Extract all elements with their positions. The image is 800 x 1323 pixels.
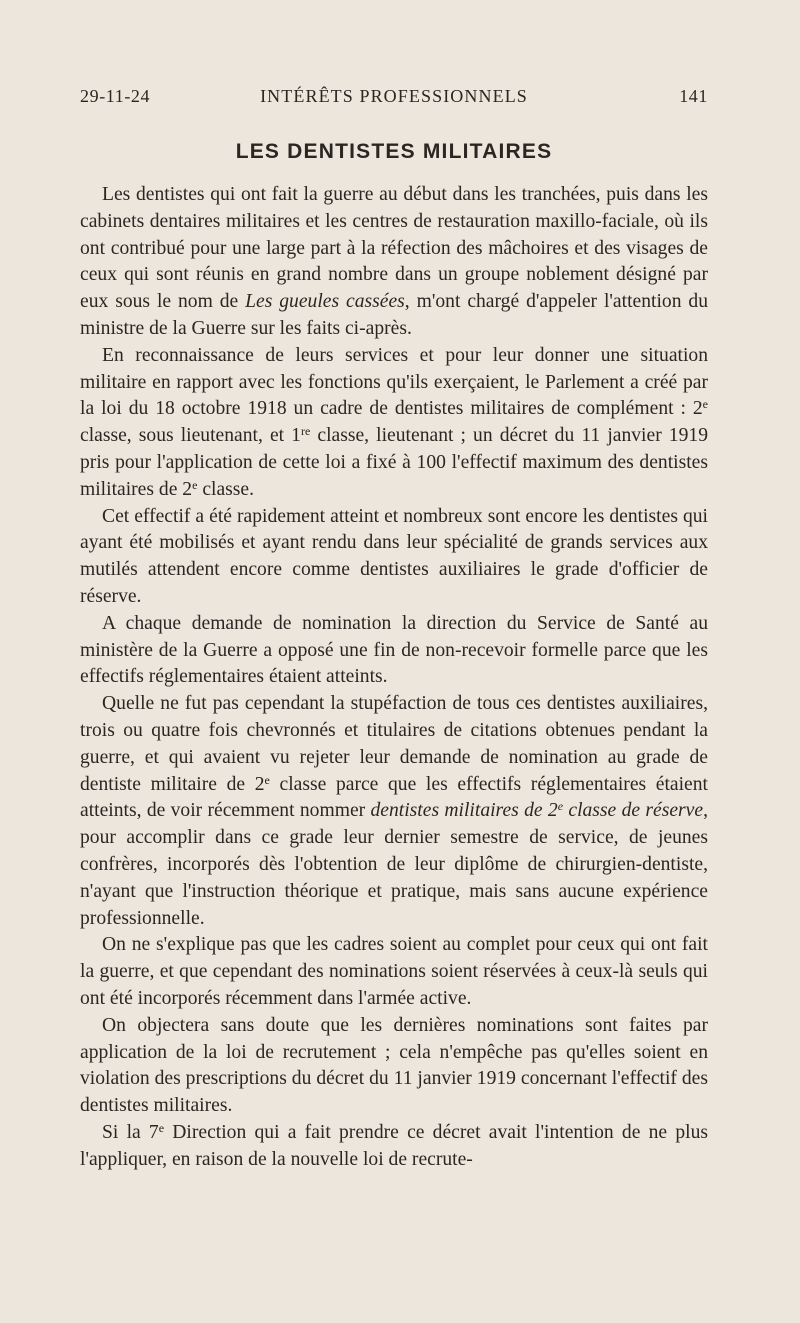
header-section-title: INTÉRÊTS PROFESSIONNELS — [260, 86, 528, 106]
paragraph-5-italic-a: dentistes militaires de 2 — [370, 800, 558, 822]
paragraph-8 — [80, 1120, 708, 1174]
paragraph-3 — [80, 504, 708, 611]
page-number: 141 — [679, 86, 708, 106]
article-body — [80, 182, 708, 1173]
header-date: 29-11-24 — [80, 86, 151, 106]
paragraph-2-text: En reconnaissance de leurs services et pour leur donner une situation militaire en rapport avec les fonctions qu'ils exerçaient, le Parlement a créé par la loi du 18 octobre 1918 un cadre de dentistes militaires de complément : 2 — [80, 344, 708, 420]
running-head — [80, 86, 708, 116]
paragraph-5-text: Quelle ne fut pas cependant la stupéfaction de tous ces dentistes auxiliaires, trois ou quatre fois chevronnés et titulaires de citations obtenues pendant la guerre, et qui avaient vu rejeter leur demande de nomination au grade de dentiste militaire de 2 — [80, 693, 708, 795]
paragraph-1-italic: Les gueules cassées — [245, 291, 405, 313]
paragraph-3-text: Cet effectif a été rapidement atteint et nombreux sont encore les dentistes qui ayant été mobilisés et ayant rendu dans leur spécialité de grands services aux mutilés attendent encore comme dentistes auxiliaires le grade d'officier de réserve. — [80, 505, 708, 607]
paragraph-2-text-after: classe, lieutenant ; un décret du 11 janvier 1919 pris pour l'application de cette loi a fixé à 100 l'effectif maximum des dentistes militaires de 2 — [80, 425, 708, 500]
paragraph-1-text: Les dentistes qui ont fait la guerre au début dans les tranchées, puis dans les cabinets dentaires militaires et les centres de restauration maxillo-faciale, où ils ont contribué pour une large part à la réfection des mâchoires et des visages de ceux qui sont réunis en grand nombre dans un groupe noblement désigné par eux sous le nom de — [80, 184, 708, 313]
paragraph-5-text-mid: classe parce que les effectifs réglementaires étaient atteints, de voir récemment nommer — [80, 773, 708, 822]
paragraph-8-text: Si la 7 — [102, 1121, 159, 1143]
paragraph-1 — [80, 182, 708, 343]
paragraph-2-text-mid: classe, sous lieutenant, et 1 — [80, 425, 301, 447]
paragraph-2 — [80, 343, 708, 504]
paragraph-5-sup-2: e — [557, 799, 564, 814]
paragraph-5-italic — [371, 800, 704, 821]
paragraph-7-text: On objectera sans doute que les dernières nominations sont faites par application de la loi de recrutement ; cela n'empêche pas qu'elles soient en violation des prescriptions du décret du 11 janvier 1919 concernant l'effectif des dentistes militaires. — [80, 1014, 708, 1117]
paragraph-5 — [80, 691, 708, 932]
paragraph-2-sup-3: e — [192, 477, 198, 492]
paragraph-6 — [80, 932, 708, 1012]
paragraph-4-text: A chaque demande de nomination la direction du Service de Santé au ministère de la Guerre a opposé une fin de non-recevoir formelle parce que les effectifs réglementaires étaient atteints. — [80, 612, 708, 688]
paragraph-2-sup-1: e — [702, 397, 708, 412]
paragraph-7 — [80, 1013, 708, 1120]
paragraph-2-text-end: classe. — [197, 478, 255, 500]
paragraph-2-sup-2: re — [300, 424, 311, 439]
paragraph-8-text-after: Direction qui a fait prendre ce décret avait l'intention de ne plus l'appliquer, en raison de la nouvelle loi de recrute- — [80, 1121, 709, 1170]
paragraph-6-text: On ne s'explique pas que les cadres soient au complet pour ceux qui ont fait la guerre, et que cependant des nominations soient réservées à ceux-là seuls qui ont été incorporés récemment dans l'armée active. — [80, 934, 708, 1009]
paragraph-1-text-after: , m'ont chargé d'appeler l'attention du ministre de la Guerre sur les faits ci-après. — [80, 291, 708, 339]
paragraph-4 — [80, 611, 708, 691]
article-title: LES DENTISTES MILITAIRES — [235, 140, 553, 163]
paragraph-5-italic-b: classe de réserve — [563, 800, 704, 822]
paragraph-5-text-after: , pour accomplir dans ce grade leur dernier semestre de service, de jeunes confrères, incorporés dès l'obtention de leur diplôme de chirurgien-dentiste, n'ayant que l'instruction théorique et pratique, mais sans aucune expérience professionnelle. — [80, 800, 708, 929]
paragraph-5-sup-1: e — [264, 772, 270, 787]
paragraph-8-sup-1: e — [158, 1120, 165, 1135]
